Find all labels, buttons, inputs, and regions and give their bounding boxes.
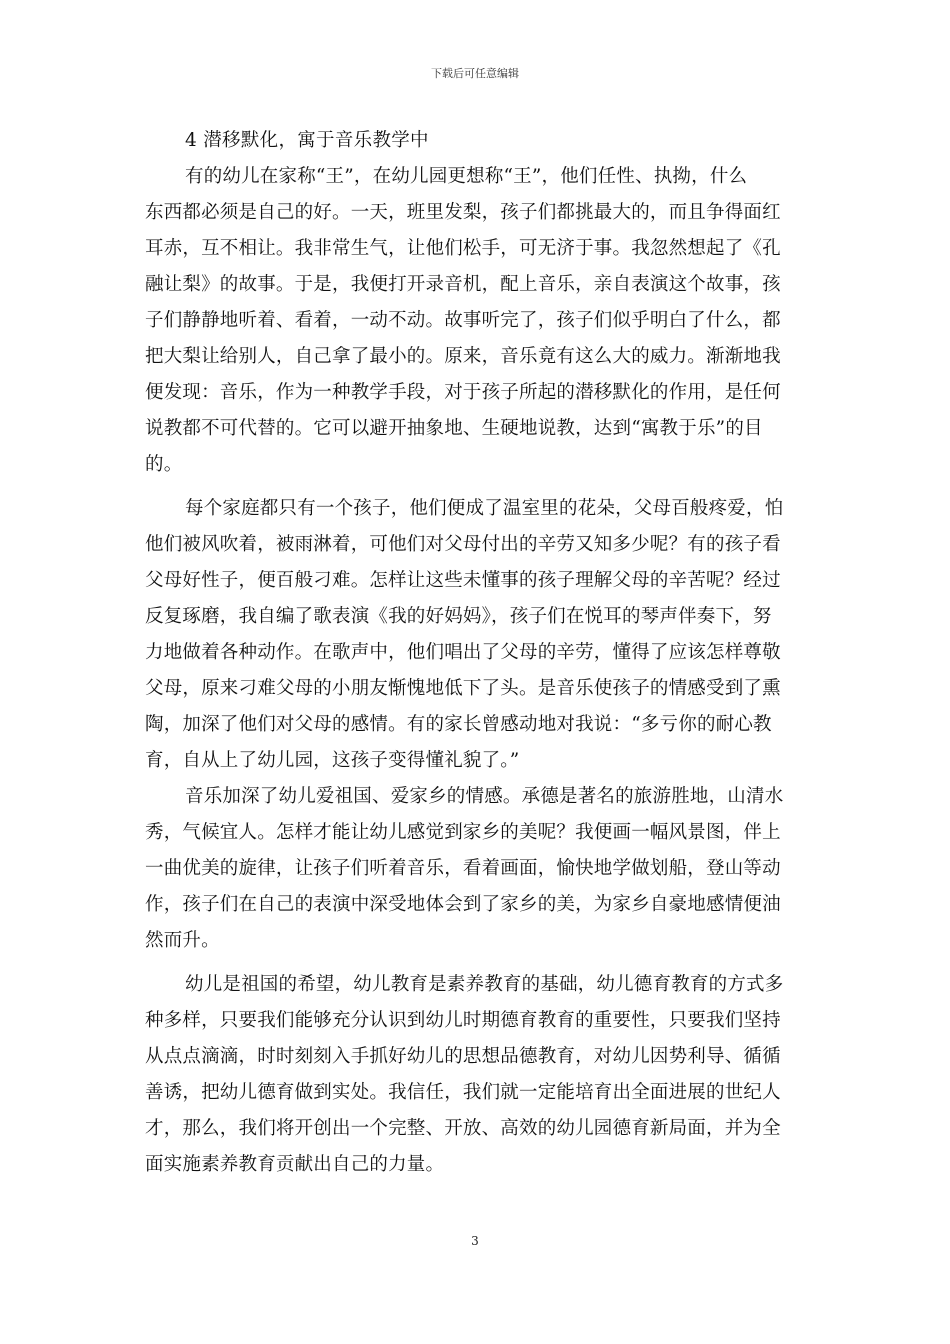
paragraph-line: 父母好性子，便百般刁难。怎样让这些未懂事的孩子理解父母的辛苦呢？经过 bbox=[145, 570, 781, 591]
paragraph-line: 音乐加深了幼儿爱祖国、爱家乡的情感。承德是著名的旅游胜地，山清水 bbox=[185, 786, 784, 807]
paragraph-line: 说教都不可代替的。它可以避开抽象地、生硬地说教，达到“寓教于乐”的目 bbox=[145, 418, 763, 439]
paragraph-line: 作，孩子们在自己的表演中深受地体会到了家乡的美，为家乡自豪地感情便油 bbox=[145, 894, 781, 915]
paragraph-line: 反复琢磨，我自编了歌表演《我的好妈妈》，孩子们在悦耳的琴声伴奏下，努 bbox=[145, 606, 772, 627]
paragraph-line: 才，那么，我们将开创出一个完整、开放、高效的幼儿园德育新局面，并为全 bbox=[145, 1118, 781, 1139]
paragraph bbox=[145, 967, 805, 1183]
paragraph-line: 每个家庭都只有一个孩子，他们便成了温室里的花朵，父母百般疼爱，怕 bbox=[185, 498, 784, 519]
paragraph-line: 把大梨让给别人，自己拿了最小的。原来，音乐竟有这么大的威力。渐渐地我 bbox=[145, 346, 781, 367]
paragraph-line: 然而升。 bbox=[145, 930, 220, 951]
paragraph-line: 便发现：音乐，作为一种教学手段，对于孩子所起的潜移默化的作用，是任何 bbox=[145, 382, 781, 403]
paragraph-line: 幼儿是祖国的希望，幼儿教育是素养教育的基础，幼儿德育教育的方式多 bbox=[185, 974, 784, 995]
paragraph bbox=[145, 159, 805, 483]
paragraph-line: 力地做着各种动作。在歌声中，他们唱出了父母的辛劳，懂得了应该怎样尊敬 bbox=[145, 642, 781, 663]
section-heading: 4 潜移默化，寓于音乐教学中 bbox=[185, 130, 429, 151]
paragraph-line: 融让梨》的故事。于是，我便打开录音机，配上音乐，亲自表演这个故事，孩 bbox=[145, 274, 781, 295]
paragraph-line: 父母，原来刁难父母的小朋友惭愧地低下了头。是音乐使孩子的情感受到了熏 bbox=[145, 678, 781, 699]
paragraph-spacer bbox=[145, 959, 805, 967]
paragraph-line: 东西都必须是自己的好。一天，班里发梨，孩子们都挑最大的，而且争得面红 bbox=[145, 202, 781, 223]
paragraph-line: 陶，加深了他们对父母的感情。有的家长曾感动地对我说：“多亏你的耐心教 bbox=[145, 714, 772, 735]
paragraph-line: 善诱，把幼儿德育做到实处。我信任，我们就一定能培育出全面进展的世纪人 bbox=[145, 1082, 781, 1103]
paragraph-line: 育，自从上了幼儿园，这孩子变得懂礼貌了。” bbox=[145, 750, 520, 771]
paragraph-line: 从点点滴滴，时时刻刻入手抓好幼儿的思想品德教育，对幼儿因势利导、循循 bbox=[145, 1046, 781, 1067]
paragraph bbox=[145, 779, 805, 959]
paragraph-line: 子们静静地听着、看着，一动不动。故事听完了，孩子们似乎明白了什么，都 bbox=[145, 310, 781, 331]
paragraph-line: 秀，气候宜人。怎样才能让幼儿感觉到家乡的美呢？我便画一幅风景图，伴上 bbox=[145, 822, 781, 843]
page-number: 3 bbox=[471, 1234, 479, 1248]
document-body bbox=[145, 123, 805, 1183]
paragraph-line: 耳赤，互不相让。我非常生气，让他们松手，可无济于事。我忽然想起了《孔 bbox=[145, 238, 781, 259]
paragraph-line: 的。 bbox=[145, 454, 183, 475]
page-header: 下载后可任意编辑 bbox=[431, 67, 519, 80]
paragraph-line: 他们被风吹着，被雨淋着，可他们对父母付出的辛劳又知多少呢？有的孩子看 bbox=[145, 534, 781, 555]
paragraph-line: 种多样，只要我们能够充分认识到幼儿时期德育教育的重要性，只要我们坚持 bbox=[145, 1010, 781, 1031]
paragraph-line: 一曲优美的旋律，让孩子们听着音乐，看着画面，愉快地学做划船，登山等动 bbox=[145, 858, 781, 879]
paragraph-line: 有的幼儿在家称“王”，在幼儿园更想称“王”，他们任性、执拗，什么 bbox=[185, 166, 748, 187]
paragraph bbox=[145, 491, 805, 779]
paragraph-line: 面实施素养教育贡献出自己的力量。 bbox=[145, 1154, 445, 1175]
paragraph-spacer bbox=[145, 483, 805, 491]
